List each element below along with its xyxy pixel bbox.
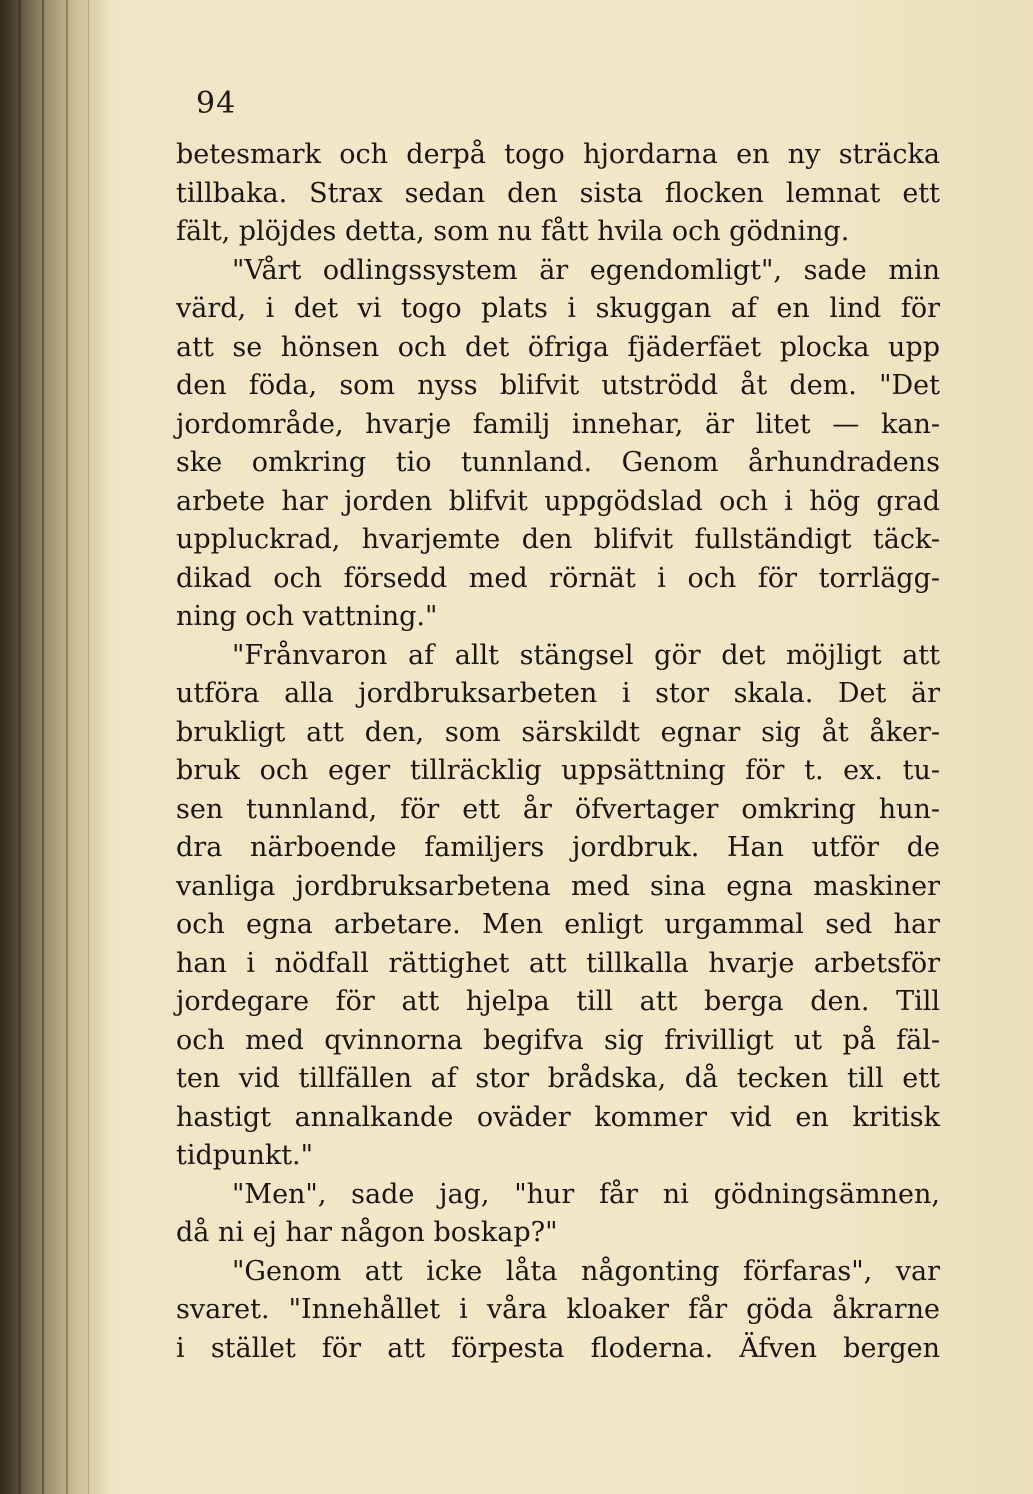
text-line: "Genom att icke låta någonting förfaras", var [232, 1255, 940, 1287]
text-line: ten vid tillfällen af stor brådska, då tecken till ett [176, 1063, 940, 1094]
text-line: arbete har jorden blifvit uppgödslad och i hög grad [176, 485, 940, 517]
book-spine-shadow [0, 0, 110, 1494]
spine-edge-line [88, 0, 89, 1494]
text-line: brukligt att den, som särskildt egnar sig åt åker- [176, 716, 940, 748]
text-line: att se hönsen och det öfriga fjäderfäet plocka upp [176, 331, 940, 363]
text-line: då ni ej har någon boskap?" [176, 1217, 558, 1248]
text-line: sen tunnland, för ett år öfvertager omkring hun- [176, 793, 940, 825]
text-line: tidpunkt." [176, 1140, 314, 1171]
text-line: "Men", sade jag, "hur får ni gödningsämnen, [232, 1178, 940, 1210]
text-line: utföra alla jordbruksarbeten i stor skala. Det är [176, 678, 940, 709]
text-line: uppluckrad, hvarjemte den blifvit fullständigt täck- [176, 524, 940, 555]
text-line: svaret. "Innehållet i våra kloaker får göda åkrarne [176, 1294, 940, 1325]
text-line: betesmark och derpå togo hjordarna en ny sträcka [176, 139, 940, 170]
text-line: ske omkring tio tunnland. Genom århundradens [176, 447, 940, 478]
text-line: "Vårt odlingssystem är egendomligt", sade min [232, 254, 940, 286]
text-line: ning och vattning." [176, 601, 438, 632]
spine-edge-line [18, 0, 21, 1494]
text-line: jordområde, hvarje familj innehar, är litet — kan- [176, 408, 940, 440]
text-line: dra närboende familjers jordbruk. Han utför de [176, 832, 940, 863]
text-line: bruk och eger tillräcklig uppsättning för t. ex. tu- [176, 755, 940, 786]
body-text [176, 136, 940, 1368]
text-line: dikad och försedd med rörnät i och för torrlägg- [176, 562, 940, 594]
text-line: och egna arbetare. Men enligt urgammal sed har [176, 909, 940, 940]
text-line: fält, plöjdes detta, som nu fått hvila och gödning. [176, 216, 850, 247]
text-line: i stället för att förpesta floderna. Äfven bergen [176, 1332, 940, 1364]
text-line: den föda, som nyss blifvit utströdd åt dem. "Det [176, 370, 940, 401]
text-line: vanliga jordbruksarbetena med sina egna maskiner [176, 870, 940, 902]
text-line: och med qvinnorna begifva sig frivilligt ut på fäl- [176, 1024, 940, 1056]
spine-edge-line [42, 0, 44, 1494]
text-line: hastigt annalkande oväder kommer vid en kritisk [176, 1101, 940, 1133]
spine-edge-line [66, 0, 68, 1494]
page-number: 94 [196, 86, 237, 121]
text-line: jordegare för att hjelpa till att berga den. Till [176, 986, 940, 1017]
text-line: "Frånvaron af allt stängsel gör det möjligt att [232, 639, 940, 671]
text-line: värd, i det vi togo plats i skuggan af en lind för [176, 293, 940, 324]
text-line: tillbaka. Strax sedan den sista flocken lemnat ett [176, 177, 940, 209]
text-line: han i nödfall rättighet att tillkalla hvarje arbetsför [176, 947, 940, 979]
